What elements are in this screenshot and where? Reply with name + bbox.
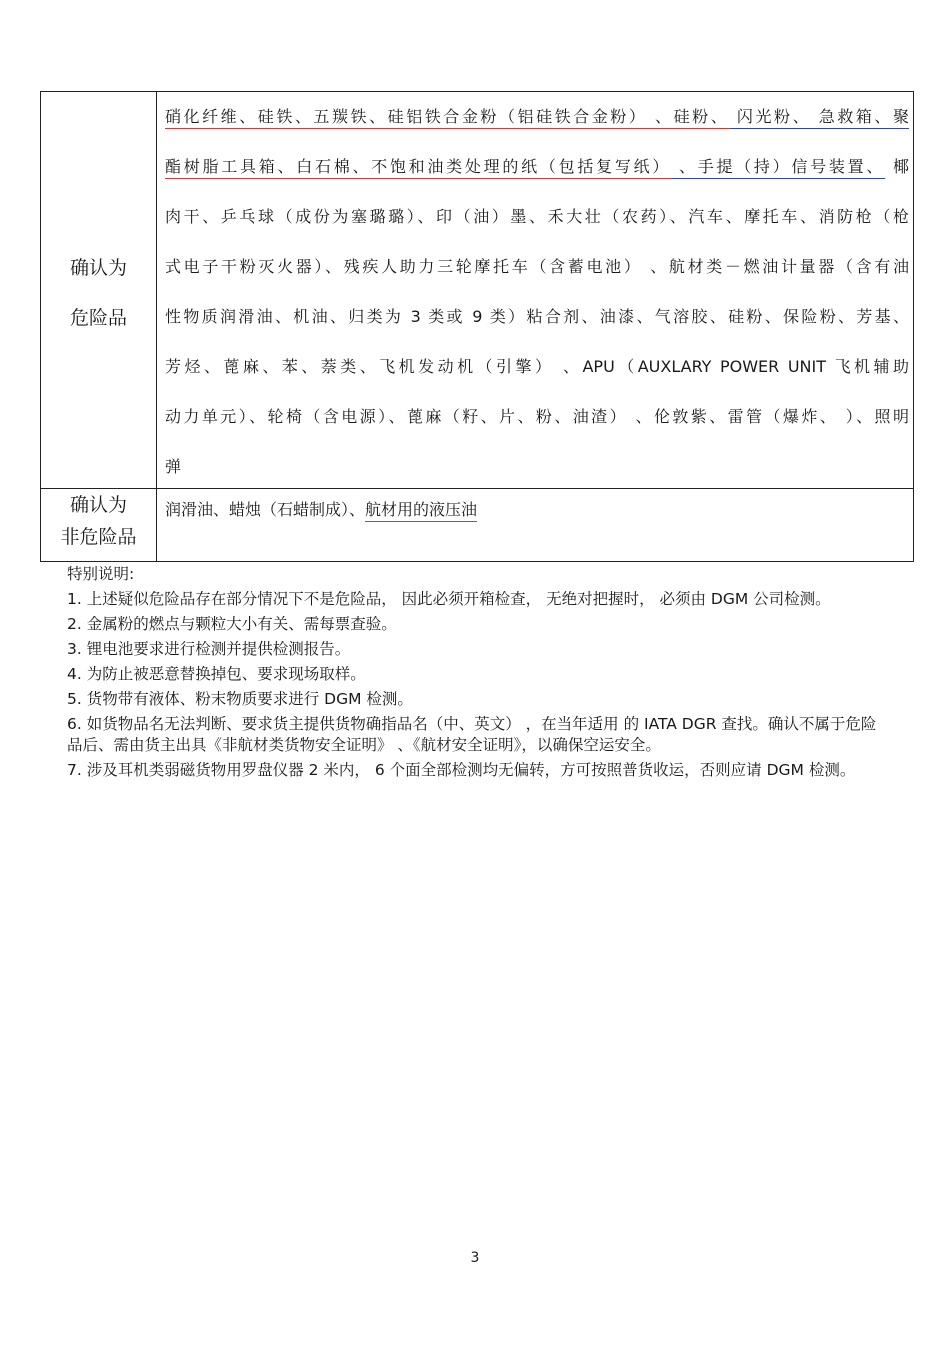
content-segment: 式电子干粉灭火器）、残疾人助力三轮摩托车（含蓄电池） 、航材类－燃油计量器（含有油 <box>165 257 909 276</box>
content-line <box>165 142 909 192</box>
content-line <box>165 442 909 492</box>
column-divider <box>156 92 157 488</box>
row-label-dangerous <box>41 243 156 343</box>
dangerous-goods-table <box>40 91 914 562</box>
content-segment: 、手提（持）信号装置、 <box>671 157 886 176</box>
content-line <box>165 342 909 392</box>
table-row-non-dangerous <box>41 489 913 562</box>
note-item: 1. 上述疑似危险品存在部分情况下不是危险品， 因此必须开箱检查， 无绝对把握时， 必须由 DGM 公司检测。 <box>67 590 831 608</box>
non-dangerous-underlined-text: 航材用的液压油 <box>365 500 478 519</box>
content-segment: 弹 <box>165 457 182 476</box>
note-item: 6. 如货物品名无法判断、要求货主提供货物确指品名（中、英文） ，在当年适用 的 IATA DGR 查找。确认不属于危险品后、需由货主出具《非航材类货物安全证明》 、《航材安全证明》，以确保空运安全。 <box>67 715 877 754</box>
content-line <box>165 192 909 242</box>
column-divider <box>156 489 157 562</box>
note-item: 7. 涉及耳机类弱磁货物用罗盘仪器 2 米内， 6 个面全部检测均无偏转，方可按照普货收运，否则应请 DGM 检测。 <box>67 761 856 779</box>
content-segment: 、硅粉、 <box>647 107 730 126</box>
notes-heading: 特别说明: <box>67 565 135 583</box>
content-segment: 肉干、乒乓球（成份为塞璐璐）、印（油）墨、禾大壮（农药）、汽车、摩托车、消防枪（枪 <box>165 207 909 226</box>
content-segment: 芳烃、蓖麻、苯、萘类、飞机发动机（引擎） 、APU（AUXLARY POWER UNIT 飞机辅助 <box>165 357 909 376</box>
note-item: 4. 为防止被恶意替换掉包、要求现场取样。 <box>67 665 366 683</box>
row-label-line: 确认为 <box>69 257 127 279</box>
content-segment: 闪光粉、 急救箱、聚 <box>729 107 909 126</box>
content-segment: 硝化纤维、硅铁、五羰铁、硅铝铁合金粉（铝硅铁合金粉） <box>165 107 648 126</box>
content-line <box>165 242 909 292</box>
note-item: 2. 金属粉的燃点与颗粒大小有关、需每票查验。 <box>67 615 397 633</box>
page-number: 3 <box>470 1250 480 1266</box>
special-notes <box>67 564 887 781</box>
notes-list <box>67 589 887 781</box>
content-segment: 性物质润滑油、机油、归类为 3 类或 9 类）粘合剂、油漆、气溶胶、硅粉、保险粉、芳基、 <box>165 307 909 326</box>
table-row-dangerous <box>41 92 913 489</box>
row-label-line: 非危险品 <box>60 526 137 548</box>
note-item: 3. 锂电池要求进行检测并提供检测报告。 <box>67 640 351 658</box>
non-dangerous-goods-list <box>165 495 477 525</box>
row-label-line: 确认为 <box>69 494 127 516</box>
content-line <box>165 292 909 342</box>
row-label-line: 危险品 <box>69 307 127 329</box>
content-segment: 椰 <box>885 157 909 176</box>
content-segment: 动力单元）、轮椅（含电源）、蓖麻（籽、片、粉、油渣） 、伦敦紫、雷管（爆炸、 ）、照明 <box>165 407 909 426</box>
row-label-non-dangerous <box>41 485 156 553</box>
note-item: 5. 货物带有液体、粉末物质要求进行 DGM 检测。 <box>67 690 413 708</box>
content-line <box>165 392 909 442</box>
content-segment: 酯树脂工具箱、白石棉、不饱和油类处理的纸（包括复写纸） <box>165 157 672 176</box>
non-dangerous-text: 润滑油、蜡烛（石蜡制成）、 <box>165 500 366 519</box>
dangerous-goods-list <box>165 92 909 492</box>
content-line <box>165 92 909 142</box>
